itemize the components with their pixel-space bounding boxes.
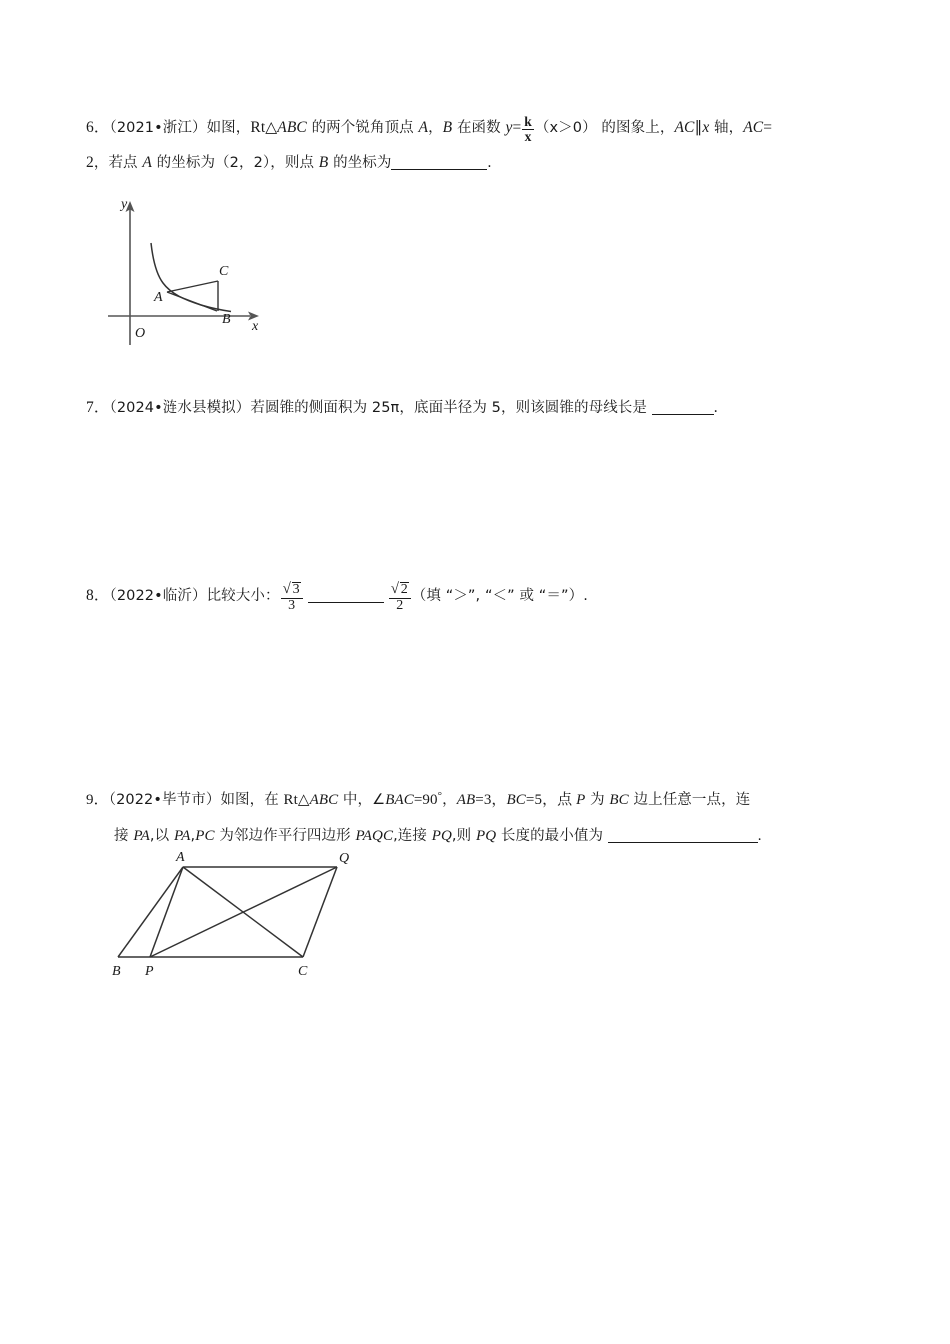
- q9-number: 9: [86, 791, 94, 808]
- q6-l1-seg-e: 轴，: [709, 120, 744, 136]
- q6-x-axis: x: [702, 119, 710, 136]
- q9-l1-seg-a: 如图，在: [220, 791, 284, 808]
- q9-point-p: P: [576, 791, 586, 808]
- q6-equals-1: =: [512, 119, 522, 136]
- q6-point-b: B: [442, 119, 453, 136]
- q9-eq-3: =5，点: [525, 791, 577, 808]
- q9-ab: AB: [456, 791, 476, 808]
- q9-bc-2: BC: [609, 791, 629, 808]
- q9-eq-2: =3，: [475, 791, 507, 808]
- question-6-block: [86, 110, 886, 180]
- q9-l2-seg-b: ,以: [149, 827, 174, 844]
- q8-number: 8: [86, 587, 94, 604]
- segment-AB: [167, 292, 217, 311]
- q6-rt: Rt: [250, 119, 266, 136]
- q6-l1-seg-a: 如图，: [206, 120, 251, 136]
- question-9-line-2: [86, 818, 886, 854]
- question-6-line-2: [86, 146, 886, 180]
- origin-label: O: [135, 326, 146, 341]
- question-7-line-1: 7．（2024•涟水县模拟）若圆锥的侧面积为 25π，底面半径为 5，则该圆锥的母线长是 .: [86, 399, 718, 416]
- segment-AC: [167, 281, 218, 292]
- fraction-denominator: x: [524, 129, 532, 145]
- sqrt-2: [391, 582, 409, 598]
- q9-answer-blank[interactable]: [608, 827, 758, 843]
- radical-sign: √: [282, 580, 291, 597]
- point-B-label: B: [112, 964, 121, 979]
- q9-l1-seg-e: 边上任意一点，连: [628, 791, 751, 808]
- q9-l2-seg-a: 接: [114, 827, 134, 844]
- fraction-denominator: 3: [288, 598, 296, 614]
- q7-source: （2024•涟水县模拟）: [109, 400, 251, 416]
- q9-abc: ABC: [309, 791, 339, 808]
- fraction-numerator: [281, 582, 303, 599]
- fraction-numerator: [389, 582, 411, 599]
- radical-sign: √: [390, 580, 400, 597]
- q9-paqc: PAQC: [355, 827, 394, 844]
- q6-l2-seg-a: ，若点: [93, 155, 143, 171]
- q9-l1-seg-d: 为: [585, 791, 610, 808]
- q6-l2-seg-c: 的坐标为: [328, 155, 392, 171]
- question-8-line-1: 8．（2022•临沂）比较大小： √ 3 3 √ 2 2 （填 “＞”, “＜” 或 “＝”）.: [86, 580, 588, 614]
- parallel-symbol: ∥: [694, 119, 703, 136]
- q6-ac-parallel: AC: [674, 119, 695, 136]
- q6-period: .: [487, 154, 492, 171]
- q6-l1-seg-b: 的两个锐角顶点: [306, 120, 419, 136]
- q9-rt: Rt: [283, 791, 298, 808]
- q8-text-lead: 比较大小：: [206, 588, 280, 604]
- radicand: 3: [292, 582, 300, 598]
- fraction-sqrt2-over-2: [389, 582, 411, 613]
- triangle-symbol: △: [297, 791, 310, 808]
- q9-l1-seg-c: ，: [442, 791, 457, 808]
- q6-number: 6: [86, 119, 94, 136]
- q9-eq-1: =90: [413, 791, 438, 808]
- q9-pq: PQ: [431, 827, 452, 844]
- question-9-figure: [100, 850, 370, 980]
- point-A-label: A: [154, 290, 163, 305]
- fraction-denominator: 2: [396, 598, 404, 614]
- question-6-line-1: 6．（2021•浙江）如图，Rt△ABC 的两个锐角顶点 A，B 在函数 y= $\frac{k}{x}$ （x＞0） 的图象上，AC∥x 轴，AC=: [86, 113, 773, 145]
- q9-bc: BC: [506, 791, 526, 808]
- q6-condition: （x＞0）: [534, 120, 597, 136]
- q9-pa: PA: [133, 827, 150, 844]
- question-7-block: [86, 390, 886, 426]
- q9-angle-bac: BAC: [385, 791, 414, 808]
- q9-source: （2022•毕节市）: [108, 791, 221, 808]
- question-8-block: [86, 578, 886, 614]
- point-B-label: B: [222, 312, 231, 327]
- q9-l2-seg-d: ,连接: [393, 827, 432, 844]
- point-C-label: C: [298, 964, 308, 979]
- y-axis-label: y: [121, 197, 128, 212]
- q9-l2-comma: ,: [190, 827, 196, 844]
- q8-source: （2022•临沂）: [109, 588, 207, 604]
- point-A-label: A: [176, 850, 185, 865]
- q6-equals-2: =: [763, 119, 773, 136]
- q9-l2-seg-c: 为邻边作平行四边形: [214, 827, 356, 844]
- radicand: 2: [400, 582, 408, 598]
- q6-l2-point-a: A: [142, 154, 152, 171]
- q6-l2-point-b: B: [318, 154, 329, 171]
- q6-ac-value: 2: [86, 154, 94, 171]
- q9-l1-seg-b: 中，∠: [338, 791, 386, 808]
- q6-comma-1: ，: [428, 120, 443, 136]
- fraction-sqrt3-over-3: [281, 582, 303, 613]
- q6-answer-blank[interactable]: [391, 153, 487, 170]
- segment-BA: [118, 867, 183, 957]
- q6-l1-seg-d: 的图象上，: [596, 120, 675, 136]
- q7-period: .: [713, 399, 718, 416]
- q7-text: 若圆锥的侧面积为 25π，底面半径为 5，则该圆锥的母线长是: [250, 400, 652, 416]
- question-9-line-1: 9．（2022•毕节市）如图，在 Rt△ABC 中，∠BAC=90°，AB=3，BC=5，点 P 为 BC 边上任意一点，连: [86, 790, 751, 808]
- q6-point-a: A: [418, 119, 429, 136]
- q8-text-trail: （填 “＞”, “＜” 或 “＝”）.: [411, 588, 588, 604]
- q6-source: （2021•浙江）: [109, 120, 207, 136]
- q9-l2-seg-e: ,则: [451, 827, 476, 844]
- question-6-figure: [100, 195, 275, 355]
- q9-pc: PC: [195, 827, 215, 844]
- q6-ac-2: AC: [743, 119, 764, 136]
- point-Q-label: Q: [339, 851, 350, 866]
- point-C-label: C: [219, 264, 229, 279]
- q7-answer-blank[interactable]: [652, 398, 714, 415]
- sqrt-3: [283, 582, 301, 598]
- fraction-k-over-x: [522, 115, 534, 144]
- q9-pa-2: PA: [173, 827, 191, 844]
- q6-l1-seg-c: 在函数: [452, 120, 506, 136]
- q9-l2-seg-f: 长度的最小值为: [496, 827, 608, 844]
- degree-symbol: °: [437, 790, 443, 802]
- q9-pq-2: PQ: [475, 827, 497, 844]
- fraction-numerator: k: [524, 113, 532, 129]
- q9-period: .: [757, 827, 762, 844]
- q6-y-var: y: [505, 119, 513, 136]
- x-axis-label: x: [252, 319, 259, 334]
- q6-abc: ABC: [277, 119, 307, 136]
- question-9-block: [86, 778, 886, 854]
- q8-answer-blank[interactable]: [308, 586, 384, 603]
- q6-l2-seg-b: 的坐标为（2，2），则点: [151, 155, 319, 171]
- point-P-label: P: [145, 964, 154, 979]
- q7-number: 7: [86, 399, 94, 416]
- triangle-symbol: △: [265, 119, 278, 136]
